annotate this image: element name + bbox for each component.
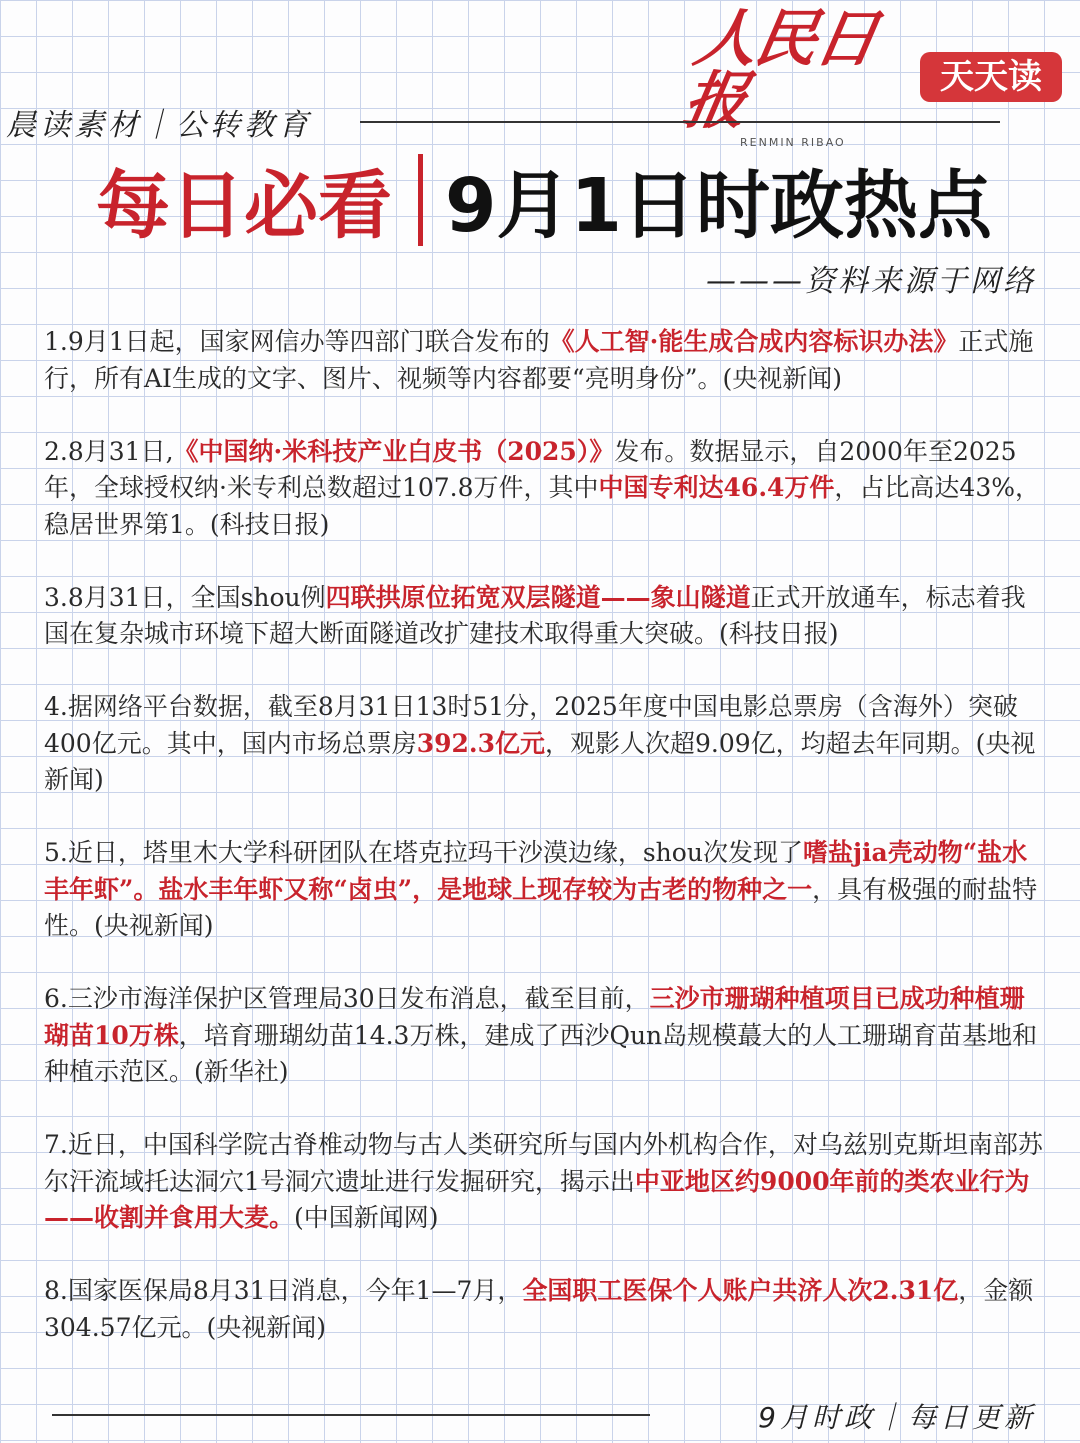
news-text: ，金额304.57亿元。(央视新闻): [44, 1276, 1034, 1342]
news-text: 6.三沙市海洋保护区管理局30日发布消息，截至目前，: [44, 984, 650, 1013]
header-divider: [360, 121, 1000, 123]
tiantian-du-badge: 天天读: [920, 52, 1062, 102]
news-text: 正式施行，所有AI生成的文字、图片、视频等内容都要“亮明身份”。(央视新闻): [44, 327, 1034, 393]
logo-wordmark: 人民日报: [678, 2, 883, 137]
news-highlight: 嗜盐jia壳动物“盐水丰年虾”。盐水丰年虾又称“卤虫”，是地球上现存较为古老的物种之一: [44, 838, 1028, 904]
news-item: [44, 835, 1044, 945]
news-text: 4.据网络平台数据，截至8月31日13时51分，2025年度中国电影总票房（含海外）突破400亿元。其中，国内市场总票房: [44, 692, 1018, 758]
news-highlight: 四联拱原位拓宽双层隧道——象山隧道: [325, 582, 751, 612]
news-highlight: 《人工智·能生成合成内容标识办法》: [549, 327, 959, 356]
news-item: [44, 689, 1044, 799]
news-highlight: 中国专利达46.4万件: [598, 473, 835, 502]
series-label: 晨读素材｜公转教育: [6, 108, 312, 143]
news-text: 7.近日，中国科学院古脊椎动物与古人类研究所与国内外机构合作，对乌兹别克斯坦南部苏尔汗流域托达洞穴1号洞穴遗址进行发掘研究，揭示出: [44, 1130, 1043, 1196]
news-text: (中国新闻网): [294, 1203, 439, 1232]
news-item: [44, 1273, 1044, 1346]
news-highlight: 《中国纳·米科技产业白皮书（2025）》: [173, 436, 615, 466]
news-text: 8.国家医保局8月31日消息，今年1—7月，: [44, 1276, 523, 1305]
news-text: ，培育珊瑚幼苗14.3万株，建成了西沙Qun岛规模蕞大的人工珊瑚育苗基地和种植示范区。(新华社): [44, 1020, 1038, 1086]
news-item: [44, 981, 1044, 1091]
news-item: [44, 580, 1044, 653]
news-highlight: 三沙市珊瑚种植项目已成功种植珊瑚苗10万株: [44, 984, 1025, 1050]
news-highlight: 392.3亿元: [416, 728, 546, 758]
title-red-part: 每日必看: [96, 163, 392, 249]
source-note: ———资料来源于网络: [706, 264, 1036, 299]
footer-divider: [52, 1414, 650, 1416]
news-item: [44, 1127, 1044, 1237]
news-text: 3.8月31日，全国shou例: [44, 582, 326, 612]
title-separator: [418, 154, 423, 246]
news-item: [44, 324, 1044, 397]
news-text: 2.8月31日,: [44, 436, 174, 466]
footer-label: 9月时政｜每日更新: [758, 1401, 1036, 1434]
logo-pinyin: RENMIN RIBAO: [740, 136, 846, 149]
news-text: 发布。数据显示，自2000年至2025年，全球授权纳·米专利总数超过107.8万件，其中: [44, 436, 1017, 502]
page-title: [96, 150, 992, 250]
news-text: ，占比高达43%，稳居世界第1。(科技日报): [44, 473, 1040, 539]
news-text: 1.9月1日起，国家网信办等四部门联合发布的: [44, 327, 550, 356]
news-text: 正式开放通车，标志着我国在复杂城市环境下超大断面隧道改扩建技术取得重大突破。(科技日报): [44, 582, 1026, 648]
renmin-ribao-logo: [678, 2, 910, 149]
news-text: ，具有极强的耐盐特性。(央视新闻): [44, 874, 1038, 940]
news-item: [44, 434, 1044, 544]
news-list: [44, 324, 1044, 1383]
news-highlight: 中亚地区约9000年前的类农业行为——收割并食用大麦。: [44, 1166, 1030, 1232]
news-text: 5.近日，塔里木大学科研团队在塔克拉玛干沙漠边缘，shou次发现了: [44, 838, 803, 867]
news-text: ，观影人次超9.09亿，均超去年同期。(央视新闻): [44, 728, 1036, 794]
news-highlight: 全国职工医保个人账户共济人次2.31亿: [522, 1276, 959, 1305]
title-date-part: 9月1日时政热点: [445, 163, 992, 249]
